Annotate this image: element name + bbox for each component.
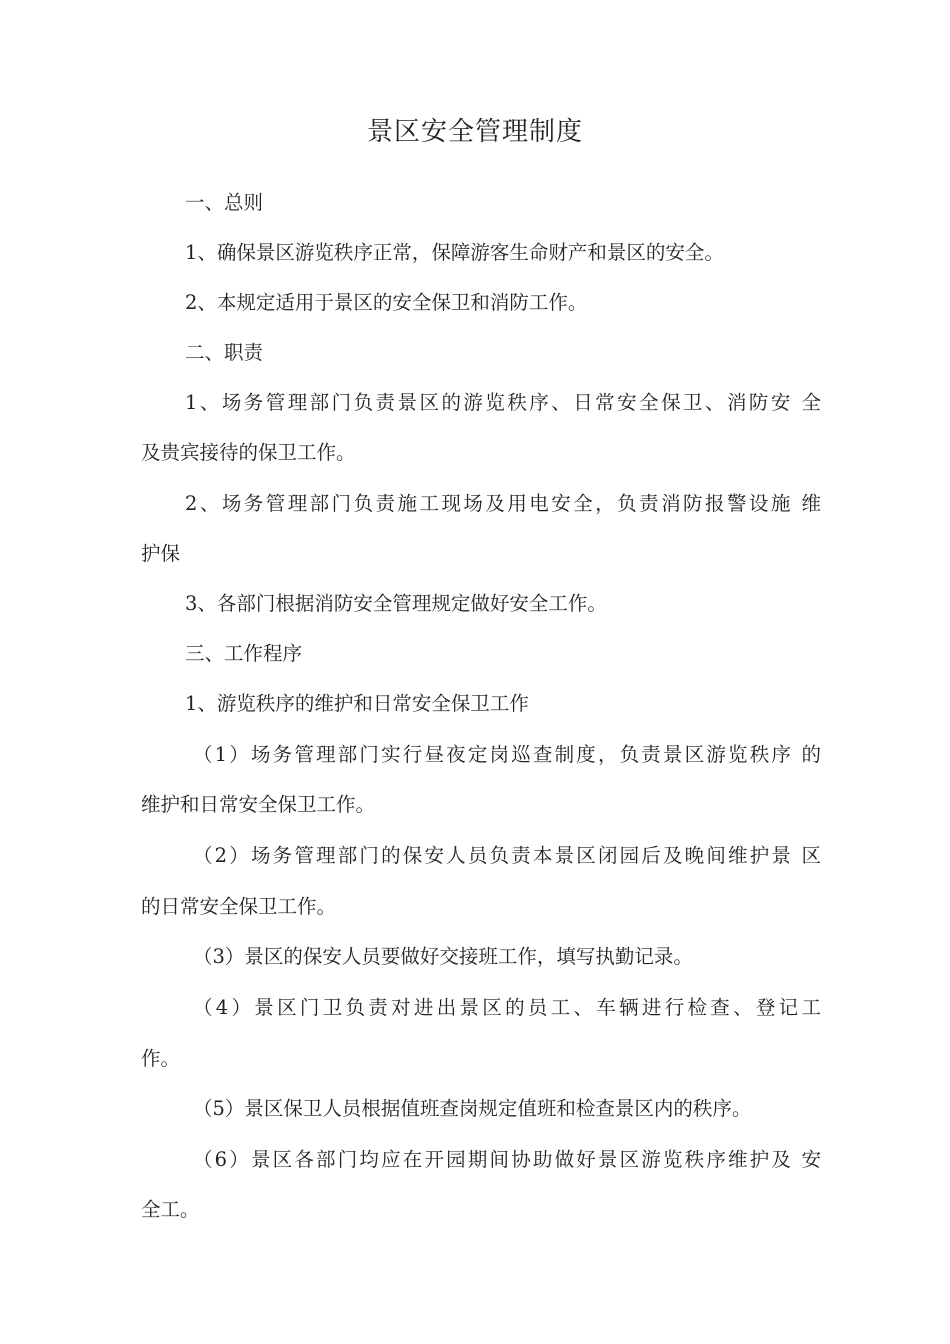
paragraph-line: （3）景区的保安人员要做好交接班工作，填写执勤记录。 [193,945,693,968]
paragraph-line: 2、场务管理部门负责施工现场及用电安全，负责消防报警设施 维 [185,492,821,515]
paragraph-line: 2、本规定适用于景区的安全保卫和消防工作。 [185,291,588,314]
paragraph-line: 1、确保景区游览秩序正常，保障游客生命财产和景区的安全。 [185,241,724,264]
paragraph-line: 1、场务管理部门负责景区的游览秩序、日常安全保卫、消防安 全 [185,391,821,414]
section-heading: 二、职责 [185,341,264,364]
paragraph-line: 及贵宾接待的保卫工作。 [141,441,356,464]
paragraph-line: 1、游览秩序的维护和日常安全保卫工作 [185,692,529,715]
paragraph-line: （6）景区各部门均应在开园期间协助做好景区游览秩序维护及 安 [193,1148,821,1171]
paragraph-line: 维护和日常安全保卫工作。 [141,793,376,816]
section-heading: 一、总则 [185,191,264,214]
paragraph-line: （4）景区门卫负责对进出景区的员工、车辆进行检查、登记工 [193,996,821,1019]
document-title: 景区安全管理制度 [366,117,583,147]
paragraph-line: （1）场务管理部门实行昼夜定岗巡查制度，负责景区游览秩序 的 [193,743,821,766]
paragraph-line: 护保 [141,542,181,565]
paragraph-line: （5）景区保卫人员根据值班查岗规定值班和检查景区内的秩序。 [193,1097,752,1120]
paragraph-line: 作。 [141,1047,181,1070]
paragraph-line: 全工。 [141,1198,200,1221]
paragraph-line: 3、各部门根据消防安全管理规定做好安全工作。 [185,592,607,615]
paragraph-line: （2）场务管理部门的保安人员负责本景区闭园后及晚间维护景 区 [193,844,821,867]
section-heading: 三、工作程序 [185,642,303,665]
paragraph-line: 的日常安全保卫工作。 [141,895,337,918]
